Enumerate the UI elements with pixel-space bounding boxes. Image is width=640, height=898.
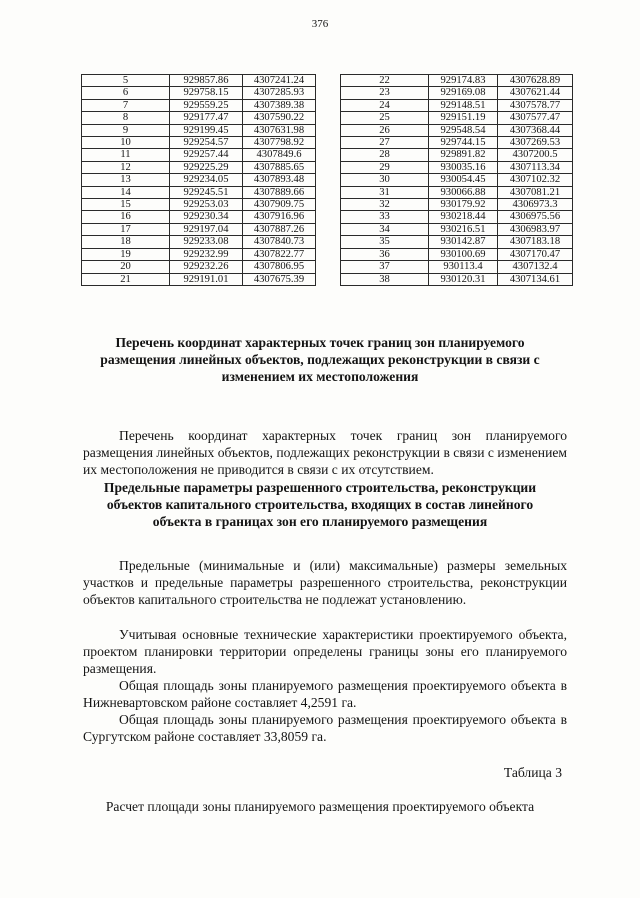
x-coordinate-cell: 930120.31 (429, 273, 498, 285)
table-row (341, 75, 573, 87)
x-coordinate-cell: 930218.44 (429, 211, 498, 223)
point-number-cell: 34 (341, 223, 429, 235)
table-row (82, 124, 316, 136)
x-coordinate-cell: 930066.88 (429, 186, 498, 198)
point-number-cell: 6 (82, 87, 170, 99)
y-coordinate-cell: 4307675.39 (243, 273, 316, 285)
x-coordinate-cell: 930100.69 (429, 248, 498, 260)
x-coordinate-cell: 929245.51 (170, 186, 243, 198)
table-row (341, 211, 573, 223)
point-number-cell: 36 (341, 248, 429, 260)
point-number-cell: 7 (82, 99, 170, 111)
table-row (82, 223, 316, 235)
section-heading-parameters: Предельные параметры разрешенного строительства, реконструкции объектов капитального строительства, входящих в состав линейного объекта в границах зон его планируемого размещения (103, 480, 537, 529)
point-number-cell: 24 (341, 99, 429, 111)
point-number-cell: 17 (82, 223, 170, 235)
y-coordinate-cell: 4306975.56 (498, 211, 573, 223)
x-coordinate-cell: 930216.51 (429, 223, 498, 235)
table-row (341, 273, 573, 285)
point-number-cell: 26 (341, 124, 429, 136)
y-coordinate-cell: 4307822.77 (243, 248, 316, 260)
y-coordinate-cell: 4307132.4 (498, 261, 573, 273)
x-coordinate-cell: 929744.15 (429, 137, 498, 149)
table-row (82, 149, 316, 161)
table-row (82, 248, 316, 260)
x-coordinate-cell: 929232.99 (170, 248, 243, 260)
point-number-cell: 8 (82, 112, 170, 124)
table-row (82, 161, 316, 173)
point-number-cell: 13 (82, 174, 170, 186)
table-row (341, 174, 573, 186)
y-coordinate-cell: 4307590.22 (243, 112, 316, 124)
table-row (82, 211, 316, 223)
y-coordinate-cell: 4306973.3 (498, 199, 573, 211)
x-coordinate-cell: 929230.34 (170, 211, 243, 223)
y-coordinate-cell: 4307887.26 (243, 223, 316, 235)
y-coordinate-cell: 4307389.38 (243, 99, 316, 111)
table-row (82, 75, 316, 87)
point-number-cell: 30 (341, 174, 429, 186)
y-coordinate-cell: 4307368.44 (498, 124, 573, 136)
point-number-cell: 9 (82, 124, 170, 136)
point-number-cell: 25 (341, 112, 429, 124)
x-coordinate-cell: 929253.03 (170, 199, 243, 211)
x-coordinate-cell: 930054.45 (429, 174, 498, 186)
point-number-cell: 21 (82, 273, 170, 285)
x-coordinate-cell: 930142.87 (429, 236, 498, 248)
y-coordinate-cell: 4307170.47 (498, 248, 573, 260)
point-number-cell: 5 (82, 75, 170, 87)
point-number-cell: 31 (341, 186, 429, 198)
paragraph-area-nizhnevartovsk: Общая площадь зоны планируемого размещения проектируемого объекта в Нижневартовском районе составляет 4,2591 га. (83, 678, 567, 710)
table-row (82, 137, 316, 149)
y-coordinate-cell: 4307806.95 (243, 261, 316, 273)
point-number-cell: 29 (341, 161, 429, 173)
x-coordinate-cell: 929891.82 (429, 149, 498, 161)
x-coordinate-cell: 929174.83 (429, 75, 498, 87)
paragraph-coordinates-absent: Перечень координат характерных точек границ зон планируемого размещения линейных объектов, подлежащих реконструкции в связи с изменением их местоположения не приводится в связи с их отсутствием. (83, 428, 567, 477)
x-coordinate-cell: 929191.01 (170, 273, 243, 285)
table-row (82, 112, 316, 124)
y-coordinate-cell: 4307889.66 (243, 186, 316, 198)
y-coordinate-cell: 4307081.21 (498, 186, 573, 198)
table-caption: Расчет площади зоны планируемого размещения проектируемого объекта (105, 799, 535, 814)
table-row (341, 223, 573, 235)
table-row (341, 87, 573, 99)
x-coordinate-cell: 930179.92 (429, 199, 498, 211)
x-coordinate-cell: 929151.19 (429, 112, 498, 124)
table-row (341, 99, 573, 111)
point-number-cell: 32 (341, 199, 429, 211)
y-coordinate-cell: 4307578.77 (498, 99, 573, 111)
y-coordinate-cell: 4307241.24 (243, 75, 316, 87)
table-row (341, 124, 573, 136)
point-number-cell: 33 (341, 211, 429, 223)
x-coordinate-cell: 929169.08 (429, 87, 498, 99)
table-row (82, 273, 316, 285)
point-number-cell: 22 (341, 75, 429, 87)
point-number-cell: 38 (341, 273, 429, 285)
table-row (82, 236, 316, 248)
point-number-cell: 23 (341, 87, 429, 99)
x-coordinate-cell: 930035.16 (429, 161, 498, 173)
table-row (341, 236, 573, 248)
y-coordinate-cell: 4307102.32 (498, 174, 573, 186)
paragraph-area-surgut: Общая площадь зоны планируемого размещения проектируемого объекта в Сургутском районе составляет 33,8059 га. (83, 712, 567, 744)
x-coordinate-cell: 929233.08 (170, 236, 243, 248)
x-coordinate-cell: 929177.47 (170, 112, 243, 124)
point-number-cell: 14 (82, 186, 170, 198)
x-coordinate-cell: 929559.25 (170, 99, 243, 111)
y-coordinate-cell: 4307628.89 (498, 75, 573, 87)
y-coordinate-cell: 4307849.6 (243, 149, 316, 161)
paragraph-boundaries: Учитывая основные технические характеристики проектируемого объекта, проектом планировки территории определены границы зоны его планируемого размещения. (83, 627, 567, 676)
y-coordinate-cell: 4306983.97 (498, 223, 573, 235)
table-row (341, 186, 573, 198)
y-coordinate-cell: 4307840.73 (243, 236, 316, 248)
table-row (82, 261, 316, 273)
table-row (341, 112, 573, 124)
table-row (341, 261, 573, 273)
table-row (341, 161, 573, 173)
x-coordinate-cell: 930113.4 (429, 261, 498, 273)
x-coordinate-cell: 929254.57 (170, 137, 243, 149)
coordinates-table-right (340, 74, 573, 286)
table-row (82, 199, 316, 211)
paragraph-limits: Предельные (минимальные и (или) максимальные) размеры земельных участков и предельные параметры разрешенного строительства, реконструкции объектов капитального строительства не подлежат установлению. (83, 558, 567, 607)
y-coordinate-cell: 4307893.48 (243, 174, 316, 186)
y-coordinate-cell: 4307621.44 (498, 87, 573, 99)
page-number: 376 (311, 18, 329, 30)
y-coordinate-cell: 4307134.61 (498, 273, 573, 285)
coordinates-table-left (81, 74, 316, 286)
table-row (341, 137, 573, 149)
x-coordinate-cell: 929148.51 (429, 99, 498, 111)
x-coordinate-cell: 929199.45 (170, 124, 243, 136)
table-row (82, 186, 316, 198)
y-coordinate-cell: 4307577.47 (498, 112, 573, 124)
x-coordinate-cell: 929225.29 (170, 161, 243, 173)
point-number-cell: 11 (82, 149, 170, 161)
point-number-cell: 15 (82, 199, 170, 211)
table-number-label: Таблица 3 (503, 765, 562, 780)
y-coordinate-cell: 4307631.98 (243, 124, 316, 136)
table-row (341, 248, 573, 260)
y-coordinate-cell: 4307916.96 (243, 211, 316, 223)
x-coordinate-cell: 929197.04 (170, 223, 243, 235)
x-coordinate-cell: 929232.26 (170, 261, 243, 273)
y-coordinate-cell: 4307183.18 (498, 236, 573, 248)
table-row (82, 87, 316, 99)
x-coordinate-cell: 929548.54 (429, 124, 498, 136)
table-row (82, 174, 316, 186)
table-row (82, 99, 316, 111)
x-coordinate-cell: 929234.05 (170, 174, 243, 186)
point-number-cell: 27 (341, 137, 429, 149)
point-number-cell: 12 (82, 161, 170, 173)
point-number-cell: 37 (341, 261, 429, 273)
point-number-cell: 20 (82, 261, 170, 273)
y-coordinate-cell: 4307200.5 (498, 149, 573, 161)
table-row (341, 199, 573, 211)
y-coordinate-cell: 4307269.53 (498, 137, 573, 149)
table-row (341, 149, 573, 161)
point-number-cell: 28 (341, 149, 429, 161)
point-number-cell: 18 (82, 236, 170, 248)
x-coordinate-cell: 929857.86 (170, 75, 243, 87)
point-number-cell: 10 (82, 137, 170, 149)
y-coordinate-cell: 4307285.93 (243, 87, 316, 99)
point-number-cell: 19 (82, 248, 170, 260)
y-coordinate-cell: 4307798.92 (243, 137, 316, 149)
point-number-cell: 35 (341, 236, 429, 248)
x-coordinate-cell: 929257.44 (170, 149, 243, 161)
x-coordinate-cell: 929758.15 (170, 87, 243, 99)
point-number-cell: 16 (82, 211, 170, 223)
section-heading-coordinates: Перечень координат характерных точек границ зон планируемого размещения линейных объектов, подлежащих реконструкции в связи с изменением их местоположения (100, 335, 540, 384)
y-coordinate-cell: 4307909.75 (243, 199, 316, 211)
y-coordinate-cell: 4307885.65 (243, 161, 316, 173)
y-coordinate-cell: 4307113.34 (498, 161, 573, 173)
